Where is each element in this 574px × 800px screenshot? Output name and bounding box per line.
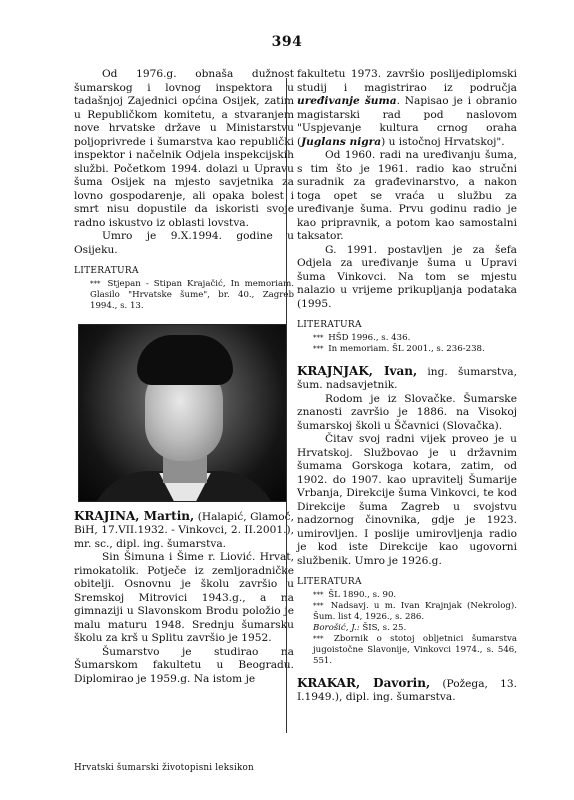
paragraph: fakultetu 1973. završio poslijediplomski studij i magistrirao iz područja uređivanje šuma. Napisao je i obranio magistarski rad pod naslovom "Uspjevanje kultura crnog oraha (Juglans nigra) u istočnoj Hrvatskoj". (297, 68, 517, 148)
entry-details: ing. šumarstva, šum. nadsavjetnik. (297, 365, 517, 391)
literature-label: LITERATURA (74, 266, 139, 276)
paragraph: Čitav svoj radni vijek proveo je u Hrvatskoj. Službovao je u državnim šumama Gorskoga kotara, zatim, od 1902. do 1907. kao upravitelj Šumarije Vrbanja, Direkcije šuma Vinkovci, te kod Direkcije šuma Zagreb u svojstvu nadzornog činovnika, gdje je 1923. umirovljen. I poslije umirovljenja radio je kod iste Direkcije kao ugovorni službenik. Umro je 1926.g. (297, 433, 517, 567)
entry-heading (74, 510, 294, 552)
literature-item: *** ŠL 1890., s. 90. (313, 589, 397, 600)
italic-term: Juglans nigra (301, 135, 382, 148)
italic-term: uređivanje šuma (297, 95, 397, 107)
literature-label: LITERATURA (297, 320, 362, 330)
stars-marker: *** (90, 279, 101, 288)
paragraph: G. 1991. postavljen je za šefa Odjela za uređivanje šuma u Upravi šuma Vinkovci. Na tom se mjestu nalazio u vrijeme prikupljanja podataka (1995. (297, 243, 517, 310)
paragraph: Rodom je iz Slovačke. Šumarske znanosti završio je 1886. na Visokoj šumarskoj školi u Ščavnici (Slovačka). (297, 392, 517, 432)
literature-item (74, 279, 294, 312)
literature-item: Borošić, J.: ŠIS, s. 25. (313, 622, 407, 633)
left-column (74, 68, 294, 686)
entry-details: (Požega, 13. I.1949.), dipl. ing. šumarstva. (297, 677, 517, 703)
entry-heading (297, 365, 517, 393)
paragraph: Od 1976.g. obnaša dužnost šumarskog i lovnog inspektora u tadašnjoj Zajednici općina Osijek, zatim u Republičkom komitetu, a stvaranjem nove hrvatske države u Ministarstvu poljoprivrede i šumarstva kao republički inspektor i načelnik Odjela inspekcijskih službi. Početkom 1994. dolazi u Upravu šuma Osijek na mjesto savjetnika za lovno gospodarenje, ali opaka bolest i smrt nisu dopustile da iskoristi svoje radno iskustvo iz oblasti lovstva. (74, 68, 294, 229)
paragraph: Šumarstvo je studirao na Šumarskom fakultetu u Beogradu. Diplomirao je 1959.g. Na istom je (74, 645, 294, 685)
literature-item: *** Zbornik o stotoj obljetnici šumarstva jugoistočne Slavonije, Vinkovci 1974., s. 546, 551. (313, 633, 517, 666)
entry-name: KRAKAR, Davorin, (297, 675, 431, 690)
right-column (297, 68, 517, 705)
paragraph: Sin Šimuna i Šime r. Liović. Hrvat, rimokatolik. Potječe iz zemljoradničke obitelji. Osnovnu je školu završio u Sremskoj Mitrovici 1943.g., a na gimnaziji u Slavonskom Brodu položio je malu maturu 1948. Srednju šumarsku školu za krš u Splitu završio je 1952. (74, 551, 294, 644)
page-number: 394 (271, 34, 303, 50)
portrait-photo (78, 324, 287, 502)
literature-text: Stjepan - Stipan Krajačić, In memoriam. Glasilo "Hrvatske šume", br. 40., Zagreb 1994., s. 13. (90, 278, 294, 311)
entry-details: (Halapić, Glamoč, BiH, 17.VII.1932. - Vinkovci, 2. II.2001.), mr. sc., dipl. ing. šumarstva. (74, 510, 294, 550)
entry-name: KRAJNJAK, Ivan, (297, 363, 418, 378)
entry-name: KRAJINA, Martin, (74, 508, 195, 523)
column-divider (286, 78, 287, 733)
literature-item: *** HŠD 1996., s. 436. (313, 332, 411, 343)
footer-title: Hrvatski šumarski životopisni leksikon (74, 763, 254, 773)
literature-label: LITERATURA (297, 577, 362, 587)
paragraph: Umro je 9.X.1994. godine u Osijeku. (74, 230, 294, 256)
literature-item: *** Nadsavj. u m. Ivan Krajnjak (Nekrolog). Šum. list 4, 1926., s. 286. (313, 600, 518, 622)
entry-heading (297, 677, 517, 705)
paragraph: Od 1960. radi na uređivanju šuma, s tim što je 1961. radio kao stručni suradnik za građevinarstvo, a nakon toga opet se vraća u službu za uređivanje šuma. Prvu godinu radio je kao pripravnik, a potom kao samostalni taksator. (297, 149, 517, 242)
literature-item: *** In memoriam. ŠL 2001., s. 236-238. (313, 343, 485, 354)
